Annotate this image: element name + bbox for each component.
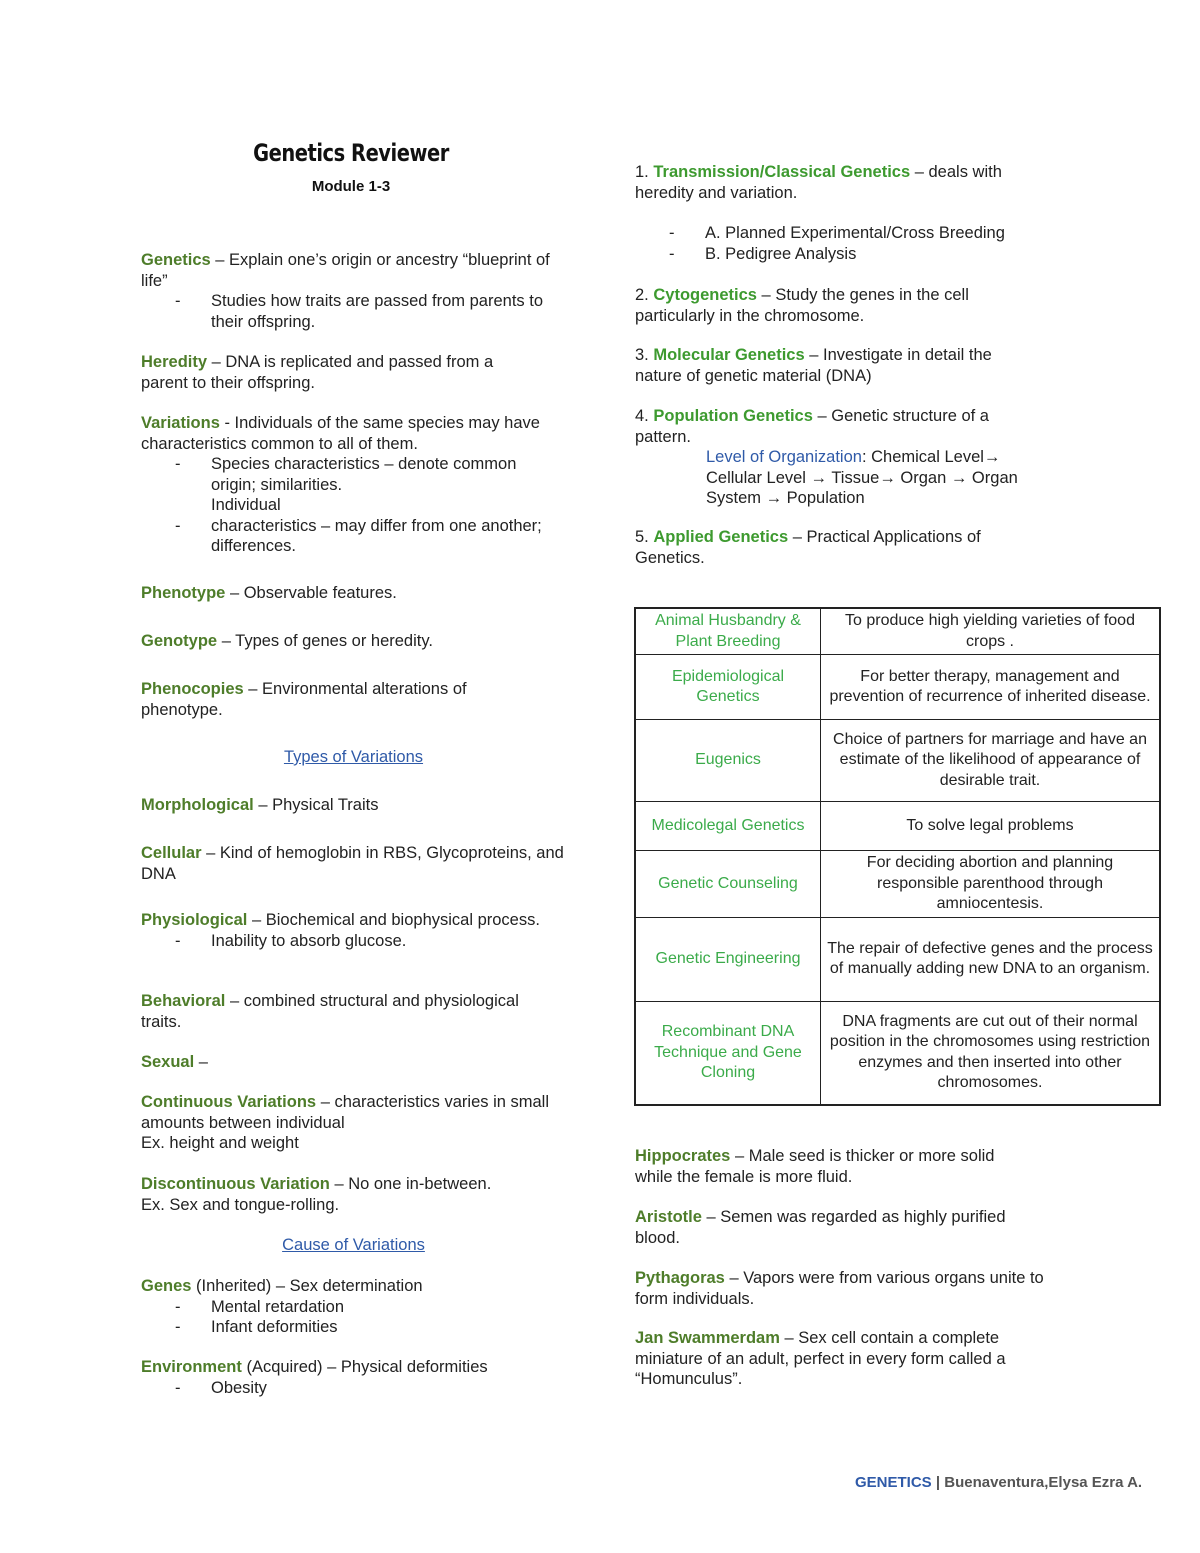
term-label: Heredity	[141, 353, 208, 371]
item-number: 3.	[635, 346, 654, 364]
table-cell-purpose: DNA fragments are cut out of their normal position in the chromosomes using restriction enzymes and then inserted into other chromosomes.	[821, 1001, 1161, 1105]
table-cell-purpose: The repair of defective genes and the process of manually adding new DNA to an organism.	[821, 917, 1161, 1001]
term-definition: – Male seed is thicker or more solid while the female is more fluid.	[635, 1147, 995, 1186]
table-cell-field: Epidemiological Genetics	[635, 655, 821, 720]
variations-entry	[141, 413, 551, 557]
bullet-item: - B. Pedigree Analysis	[635, 244, 1045, 265]
term-label: Discontinuous Variation	[141, 1175, 330, 1193]
table-cell-field: Genetic Engineering	[635, 917, 821, 1001]
term-definition: – No one in-between.	[329, 1175, 492, 1193]
term-label: Behavioral	[141, 992, 226, 1010]
continuous-variations-entry	[141, 1092, 561, 1154]
table-row	[635, 851, 1160, 918]
item-number: 2.	[635, 286, 654, 304]
term-label: Applied Genetics	[653, 528, 789, 546]
level-of-organization	[635, 447, 1046, 509]
cause-of-variations-heading: Cause of Variations	[282, 1236, 425, 1254]
term-definition: – Practical Applications of Genetics.	[635, 528, 981, 567]
term-definition: – Explain one’s origin or ancestry “blueprint of life”	[141, 251, 550, 290]
term-definition: – combined structural and physiological traits.	[141, 992, 519, 1031]
term-label: Cytogenetics	[653, 286, 757, 304]
bullet-item: - A. Planned Experimental/Cross Breeding	[635, 223, 1045, 244]
term-definition: –	[194, 1053, 208, 1071]
table-cell-purpose: For better therapy, management and prevention of recurrence of inherited disease.	[821, 655, 1161, 720]
bullet-item: - Mental retardation	[141, 1297, 561, 1318]
table-cell-field: Animal Husbandry & Plant Breeding	[635, 608, 821, 655]
term-label: Genotype	[141, 632, 218, 650]
discontinuous-variation-entry	[141, 1174, 561, 1215]
table-row	[635, 655, 1160, 720]
table-cell-field: Eugenics	[635, 720, 821, 802]
term-label: Phenocopies	[141, 680, 244, 698]
term-definition: – Sex cell contain a complete miniature of an adult, perfect in every form called a “Homunculus”.	[635, 1329, 1006, 1388]
table-cell-purpose: Choice of partners for marriage and have an estimate of the likelihood of appearance of desirable trait.	[821, 720, 1161, 802]
term-label: Jan Swammerdam	[635, 1329, 780, 1347]
term-definition: (Inherited) – Sex determination	[191, 1277, 423, 1295]
term-label: Cellular	[141, 844, 202, 862]
footer-separator: |	[931, 1474, 945, 1491]
genetics-entry	[141, 250, 566, 332]
table-cell-purpose: For deciding abortion and planning responsible parenthood through amniocentesis.	[821, 851, 1161, 918]
term-definition: – Environmental alterations of phenotype.	[141, 680, 467, 719]
table-row	[635, 1001, 1160, 1105]
applied-genetics-entry	[635, 527, 1035, 568]
term-definition: – Investigate in detail the nature of genetic material (DNA)	[635, 346, 992, 385]
page-subtitle: Module 1-3	[311, 178, 391, 195]
item-number: 1.	[635, 163, 654, 181]
bullet-item: - Species characteristics – denote common origin; similarities.	[141, 454, 551, 495]
page-footer	[855, 1473, 1142, 1494]
table-cell-field: Medicolegal Genetics	[635, 802, 821, 851]
term-definition: – Physical Traits	[253, 796, 379, 814]
aristotle-entry	[635, 1207, 1035, 1248]
phenotype-entry	[141, 583, 397, 604]
footer-brand: GENETICS	[855, 1474, 932, 1491]
term-label: Morphological	[141, 796, 254, 814]
table-row	[635, 802, 1160, 851]
table-cell-purpose: To produce high yielding varieties of food crops .	[821, 608, 1161, 655]
physiological-entry	[141, 910, 541, 951]
term-label: Continuous Variations	[141, 1093, 317, 1111]
term-label: Genes	[141, 1277, 192, 1295]
term-definition: – Biochemical and biophysical process.	[247, 911, 540, 929]
page-title: Genetics Reviewer	[253, 139, 449, 167]
table-row	[635, 917, 1160, 1001]
example-text: Ex. Sex and tongue-rolling.	[141, 1195, 340, 1214]
footer-author: Buenaventura,Elysa Ezra A.	[944, 1474, 1143, 1491]
bullet-continuation: Individual	[211, 496, 281, 514]
level-sequence: : Chemical Level→ Cellular Level → Tissue→ Organ → Organ System → Population	[706, 448, 1018, 507]
hippocrates-entry	[635, 1146, 1035, 1187]
term-definition: – Vapors were from various organs unite to form individuals.	[635, 1269, 1044, 1308]
genotype-entry	[141, 631, 433, 652]
cellular-entry	[141, 843, 566, 884]
term-definition: – Kind of hemoglobin in RBS, Glycoproteins, and DNA	[141, 844, 564, 883]
bullet-item: - characteristics – may differ from one another; differences.	[141, 516, 551, 557]
example-text: Ex. height and weight	[141, 1134, 299, 1152]
table-row	[635, 720, 1160, 802]
term-definition: (Acquired) – Physical deformities	[241, 1358, 488, 1376]
term-definition: – DNA is replicated and passed from a parent to their offspring.	[141, 353, 494, 392]
bullet-item: - Obesity	[141, 1378, 561, 1399]
term-label: Hippocrates	[635, 1147, 731, 1165]
term-label: Phenotype	[141, 584, 226, 602]
term-label: Variations	[141, 414, 220, 432]
term-label: Environment	[141, 1358, 242, 1376]
term-label: Transmission/Classical Genetics	[653, 163, 911, 181]
term-definition: – Study the genes in the cell particularly in the chromosome.	[635, 286, 969, 325]
table-cell-field: Genetic Counseling	[635, 851, 821, 918]
table-row	[635, 608, 1160, 655]
transmission-genetics-entry	[635, 162, 1045, 264]
term-definition: – Types of genes or heredity.	[217, 632, 433, 650]
term-definition: – Semen was regarded as highly purified blood.	[635, 1208, 1006, 1247]
table-cell-field: Recombinant DNA Technique and Gene Cloning	[635, 1001, 821, 1105]
applications-table	[634, 607, 1161, 1106]
item-number: 4.	[635, 407, 654, 425]
term-label: Population Genetics	[653, 407, 813, 425]
environment-entry	[141, 1357, 561, 1398]
term-definition: – characteristics varies in small amounts between individual	[141, 1093, 550, 1132]
term-definition: – Observable features.	[225, 584, 397, 602]
bullet-item: - Inability to absorb glucose.	[141, 931, 541, 952]
behavioral-entry	[141, 991, 561, 1032]
heredity-entry	[141, 352, 541, 393]
molecular-genetics-entry	[635, 345, 1035, 386]
bullet-item: - Infant deformities	[141, 1317, 561, 1338]
term-label: Aristotle	[635, 1208, 702, 1226]
types-of-variations-heading: Types of Variations	[283, 748, 424, 766]
cytogenetics-entry	[635, 285, 1015, 326]
table-cell-purpose: To solve legal problems	[821, 802, 1161, 851]
term-definition: - Individuals of the same species may have characteristics common to all of them.	[141, 414, 540, 453]
item-number: 5.	[635, 528, 654, 546]
phenocopies-entry	[141, 679, 521, 720]
term-label: Genetics	[141, 251, 211, 269]
population-genetics-entry	[635, 406, 1035, 509]
morphological-entry	[141, 795, 378, 816]
term-label: Pythagoras	[635, 1269, 725, 1287]
genes-entry	[141, 1276, 561, 1338]
bullet-item: - Studies how traits are passed from parents to their offspring.	[141, 291, 566, 332]
pythagoras-entry	[635, 1268, 1060, 1309]
term-definition: – deals with heredity and variation.	[635, 163, 1002, 202]
term-label: Molecular Genetics	[653, 346, 805, 364]
term-definition: – Genetic structure of a pattern.	[635, 407, 989, 446]
swammerdam-entry	[635, 1328, 1040, 1390]
level-label: Level of Organization	[706, 448, 862, 466]
sexual-entry	[141, 1052, 208, 1073]
term-label: Physiological	[141, 911, 248, 929]
term-label: Sexual	[141, 1053, 195, 1071]
